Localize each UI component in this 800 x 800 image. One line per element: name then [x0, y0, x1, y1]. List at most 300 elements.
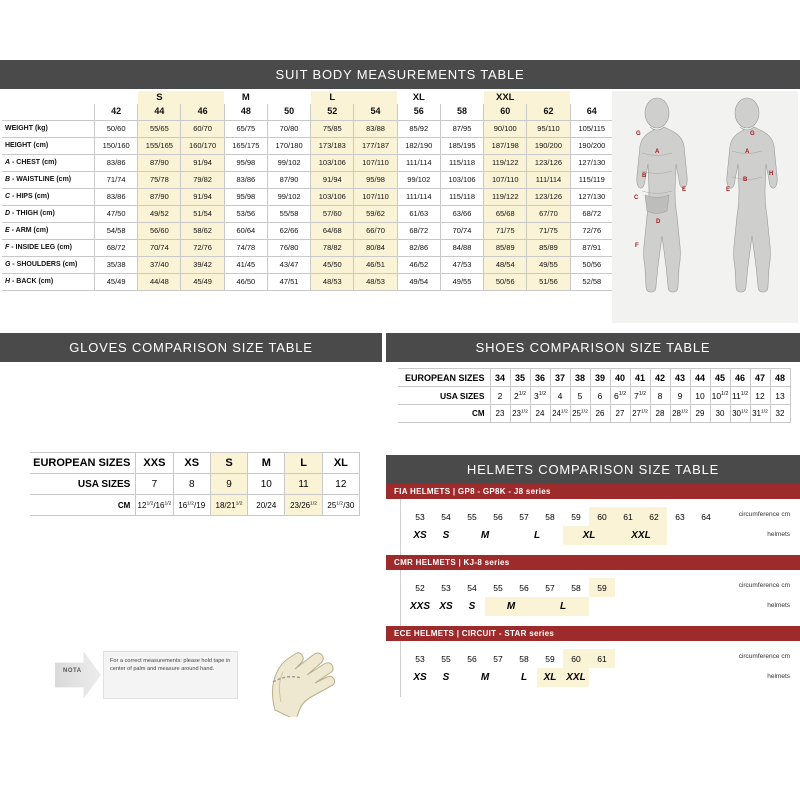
suit-cell: 91/94: [311, 172, 354, 189]
helmet-note-circumference: circumference cm: [738, 511, 790, 518]
table-row: [2, 206, 614, 223]
nota-label: NOTA: [63, 668, 82, 674]
suit-size-label: [95, 91, 138, 104]
helmet-circumference-cell: 61: [589, 649, 615, 668]
suit-cell: 127/130: [570, 189, 613, 206]
suit-cell: 71/75: [527, 223, 570, 240]
shoes-cell: $10^{1/2}$: [710, 387, 730, 405]
helmet-size-cell: M: [485, 597, 537, 616]
helmet-circumference-cell: 54: [441, 511, 451, 522]
shoes-row-label: USA SIZES: [398, 387, 490, 405]
helmet-note-circumference: circumference cm: [738, 653, 790, 660]
shoes-cell: 32: [770, 405, 790, 423]
helmet-circumference-cell: 53: [415, 511, 425, 522]
helmet-block-header: FIA HELMETS | GP8 - GP8K - J8 series: [386, 484, 800, 499]
shoes-cell: 39: [590, 369, 610, 387]
suit-size-number: 54: [354, 104, 397, 121]
suit-cell: 115/119: [570, 172, 613, 189]
helmet-circumference-cell: 54: [467, 582, 477, 593]
helmet-size-cell: XS: [413, 530, 427, 541]
helmet-size-row: [407, 526, 719, 545]
suit-cell: 46/51: [354, 257, 397, 274]
suit-cell: 115/118: [440, 155, 483, 172]
shoes-cell: $11^{1/2}$: [730, 387, 750, 405]
shoes-cell: 4: [550, 387, 570, 405]
suit-cell: 185/195: [440, 138, 483, 155]
suit-cell: 68/72: [570, 206, 613, 223]
suit-cell: 87/91: [570, 240, 613, 257]
suit-cell: 50/56: [570, 257, 613, 274]
suit-size-number: 48: [224, 104, 267, 121]
marker-a-front: A: [655, 149, 660, 155]
suit-cell: 43/47: [267, 257, 310, 274]
shoes-cell: 23: [490, 405, 510, 423]
marker-b-back: B: [743, 177, 748, 183]
shoes-cell: 36: [530, 369, 550, 387]
shoes-cell: 41: [630, 369, 650, 387]
suit-cell: 46/50: [224, 274, 267, 291]
helmet-size-cell: S: [468, 601, 476, 612]
suit-cell: 150/160: [95, 138, 138, 155]
helmet-circumference-cell: 53: [415, 653, 425, 664]
suit-cell: 55/65: [138, 121, 181, 138]
suit-cell: 47/51: [267, 274, 310, 291]
shoes-cell: $3^{1/2}$: [530, 387, 550, 405]
suit-cell: 85/89: [484, 240, 527, 257]
shoes-cell: 34: [490, 369, 510, 387]
gloves-cell: M: [248, 453, 285, 474]
gloves-cell: $25^{1/2}/30$: [322, 495, 359, 516]
helmet-note-helmets: helmets: [767, 602, 790, 609]
suit-cell: 70/74: [138, 240, 181, 257]
suit-cell: 49/52: [138, 206, 181, 223]
helmet-circumference-cell: 58: [545, 511, 555, 522]
suit-cell: 83/86: [224, 172, 267, 189]
suit-cell: 66/70: [354, 223, 397, 240]
helmet-circumference-cell: 56: [519, 582, 529, 593]
suit-cell: 41/45: [224, 257, 267, 274]
suit-cell: 59/62: [354, 206, 397, 223]
shoes-cell: 48: [770, 369, 790, 387]
suit-row-label: F - INSIDE LEG (cm): [2, 240, 95, 257]
suit-size-number: 64: [570, 104, 613, 121]
table-row: [2, 138, 614, 155]
helmet-note-circumference: circumference cm: [738, 582, 790, 589]
suit-size-label: M: [241, 92, 250, 104]
helmet-size-cell: L: [533, 530, 541, 541]
shoes-usa-row: [398, 387, 790, 405]
gloves-note: [55, 647, 245, 707]
helmet-block-header: ECE HELMETS | CIRCUIT - STAR series: [386, 626, 800, 641]
helmet-circumference-cell: 64: [701, 511, 711, 522]
suit-cell: 58/62: [181, 223, 224, 240]
suit-section: [0, 60, 800, 325]
suit-cell: 95/98: [224, 189, 267, 206]
suit-row-label: A - CHEST (cm): [2, 155, 95, 172]
helmet-circumference-cell: 59: [545, 653, 555, 664]
gloves-cell: $16^{1/2}/19$: [173, 495, 210, 516]
table-row: [2, 240, 614, 257]
table-row: [2, 223, 614, 240]
marker-g-back: G: [750, 131, 755, 137]
helmet-circumference-cell: 63: [675, 511, 685, 522]
suit-cell: 39/42: [181, 257, 224, 274]
shoes-section-title: SHOES COMPARISON SIZE TABLE: [386, 333, 800, 362]
suit-size-number: 58: [440, 104, 483, 121]
helmet-circumference-cell: 58: [519, 653, 529, 664]
marker-g-front: G: [636, 131, 641, 137]
shoes-cell: $23^{1/2}$: [510, 405, 530, 423]
suit-cell: 95/98: [354, 172, 397, 189]
shoes-cell: 44: [690, 369, 710, 387]
shoes-cell: 46: [730, 369, 750, 387]
mannequin-illustrations: [612, 91, 798, 323]
gloves-cell: $18/21^{1/2}$: [210, 495, 247, 516]
suit-cell: 155/165: [138, 138, 181, 155]
helmet-block-body: [400, 570, 800, 626]
suit-cell: 70/74: [440, 223, 483, 240]
shoes-cell: 27: [610, 405, 630, 423]
helmet-size-table: [407, 507, 719, 545]
helmet-size-cell: L: [537, 597, 589, 616]
suit-cell: 103/106: [311, 155, 354, 172]
suit-cell: 87/95: [440, 121, 483, 138]
gloves-eu-row: [30, 453, 360, 474]
suit-cell: 115/118: [440, 189, 483, 206]
suit-cell: 187/198: [484, 138, 527, 155]
shoes-cell: 26: [590, 405, 610, 423]
helmet-size-cell: XS: [439, 601, 453, 612]
suit-cell: 173/183: [311, 138, 354, 155]
helmet-circumference-row: [407, 578, 615, 597]
suit-cell: 68/72: [397, 223, 440, 240]
suit-cell: 64/68: [311, 223, 354, 240]
suit-cell: 80/84: [354, 240, 397, 257]
helmet-circumference-cell: 61: [615, 507, 641, 526]
suit-cell: 54/58: [95, 223, 138, 240]
hand-measurement-illustration: [255, 632, 355, 717]
suit-cell: 48/53: [354, 274, 397, 291]
suit-cell: 190/200: [527, 138, 570, 155]
shoes-row-label: CM: [398, 405, 490, 423]
suit-cell: 56/60: [138, 223, 181, 240]
suit-cell: 45/50: [311, 257, 354, 274]
suit-cell: 50/56: [484, 274, 527, 291]
suit-size-number: 42: [95, 104, 138, 121]
suit-cell: 51/56: [527, 274, 570, 291]
suit-size-number: 44: [138, 104, 181, 121]
helmet-circumference-cell: 59: [589, 578, 615, 597]
helmet-circumference-cell: 62: [641, 507, 667, 526]
shoes-cell: 43: [670, 369, 690, 387]
suit-measurements-table: [2, 91, 614, 291]
suit-cell: 170/180: [267, 138, 310, 155]
suit-row-label: D - THIGH (cm): [2, 206, 95, 223]
suit-cell: 37/40: [138, 257, 181, 274]
gloves-cell: 20/24: [248, 495, 285, 516]
suit-cell: 165/175: [224, 138, 267, 155]
helmet-circumference-cell: 56: [467, 653, 477, 664]
helmet-circumference-cell: 52: [415, 582, 425, 593]
helmet-circumference-cell: 55: [441, 653, 451, 664]
shoes-cell: 9: [670, 387, 690, 405]
suit-size-number: 46: [181, 104, 224, 121]
shoes-eu-row: [398, 369, 790, 387]
helmet-circumference-cell: 58: [571, 582, 581, 593]
shoes-cell: 42: [650, 369, 670, 387]
gloves-usa-row: [30, 474, 360, 495]
shoes-cell: 45: [710, 369, 730, 387]
shoes-cell: $31^{1/2}$: [750, 405, 770, 423]
mannequin-svg: [612, 91, 798, 323]
helmet-circumference-cell: 59: [571, 511, 581, 522]
suit-cell: 119/122: [484, 155, 527, 172]
suit-cell: 75/78: [138, 172, 181, 189]
gloves-cell: XL: [322, 453, 359, 474]
suit-size-label: [570, 91, 613, 104]
table-row: [2, 155, 614, 172]
suit-cell: 87/90: [267, 172, 310, 189]
helmet-size-cell: XL: [563, 526, 615, 545]
shoes-cell: 8: [650, 387, 670, 405]
suit-cell: 99/102: [267, 189, 310, 206]
shoes-cell: $30^{1/2}$: [730, 405, 750, 423]
suit-cell: 72/76: [570, 223, 613, 240]
helmet-size-cell: S: [442, 672, 450, 683]
suit-cell: 47/50: [95, 206, 138, 223]
helmet-circumference-cell: 60: [563, 649, 589, 668]
table-row: [2, 172, 614, 189]
helmets-section-title: HELMETS COMPARISON SIZE TABLE: [386, 455, 800, 484]
suit-size-label: XXL: [484, 91, 527, 104]
suit-cell: 123/126: [527, 155, 570, 172]
suit-cell: 99/102: [397, 172, 440, 189]
table-row: [2, 121, 614, 138]
helmet-size-cell: XXS: [409, 601, 430, 612]
helmet-circumference-cell: 55: [493, 582, 503, 593]
marker-b-front: B: [642, 173, 647, 179]
suit-cell: 87/90: [138, 189, 181, 206]
suit-cell: 49/55: [440, 274, 483, 291]
note-arrow-shape: [55, 647, 101, 703]
gloves-row-label: EUROPEAN SIZES: [30, 453, 136, 474]
shoes-cell: 29: [690, 405, 710, 423]
suit-cell: 75/85: [311, 121, 354, 138]
suit-size-label-row: [2, 91, 614, 104]
suit-cell: 87/90: [138, 155, 181, 172]
suit-cell: 91/94: [181, 189, 224, 206]
suit-size-label: XL: [412, 92, 425, 104]
helmet-block: [386, 484, 800, 555]
suit-cell: 44/48: [138, 274, 181, 291]
helmet-size-cell: XL: [537, 668, 563, 687]
suit-cell: 103/106: [440, 172, 483, 189]
suit-cell: 119/122: [484, 189, 527, 206]
gloves-cm-row: [30, 495, 360, 516]
suit-cell: 123/126: [527, 189, 570, 206]
suit-size-number-row: [2, 104, 614, 121]
suit-row-label: E - ARM (cm): [2, 223, 95, 240]
suit-cell: 85/92: [397, 121, 440, 138]
suit-cell: 111/114: [397, 189, 440, 206]
helmet-size-cell: L: [520, 672, 528, 683]
shoes-cm-row: [398, 405, 790, 423]
suit-cell: 76/80: [267, 240, 310, 257]
marker-e-back: E: [726, 187, 731, 193]
suit-cell: 46/52: [397, 257, 440, 274]
suit-cell: 107/110: [354, 155, 397, 172]
gloves-size-table: [30, 452, 360, 516]
gloves-cell: 12: [322, 474, 359, 495]
gloves-cell: $23/26^{1/2}$: [285, 495, 322, 516]
marker-c-front: C: [634, 195, 639, 201]
shoes-cell: 28: [650, 405, 670, 423]
suit-section-title: SUIT BODY MEASUREMENTS TABLE: [0, 60, 800, 89]
helmet-size-table: [407, 649, 615, 687]
suit-cell: 47/53: [440, 257, 483, 274]
helmet-circumference-row: [407, 649, 615, 668]
gloves-row-label: CM: [30, 495, 136, 516]
helmet-note-helmets: helmets: [767, 531, 790, 538]
shoes-cell: $25^{1/2}$: [570, 405, 590, 423]
suit-cell: 182/190: [397, 138, 440, 155]
suit-cell: 105/115: [570, 121, 613, 138]
suit-section-body: [0, 91, 800, 323]
suit-cell: 79/82: [181, 172, 224, 189]
suit-row-label: G - SHOULDERS (cm): [2, 257, 95, 274]
suit-cell: 48/54: [484, 257, 527, 274]
table-row: [2, 189, 614, 206]
suit-cell: 70/80: [267, 121, 310, 138]
helmet-size-cell: XS: [413, 672, 427, 683]
helmet-block-body: [400, 641, 800, 697]
suit-cell: 60/64: [224, 223, 267, 240]
suit-cell: 51/54: [181, 206, 224, 223]
suit-cell: 103/106: [311, 189, 354, 206]
suit-cell: 107/110: [484, 172, 527, 189]
shoes-cell: 13: [770, 387, 790, 405]
table-row: [2, 257, 614, 274]
suit-cell: 60/70: [181, 121, 224, 138]
gloves-cell: 9: [210, 474, 247, 495]
helmet-circumference-cell: 57: [519, 511, 529, 522]
shoes-cell: 47: [750, 369, 770, 387]
shoes-cell: 6: [590, 387, 610, 405]
suit-cell: 52/58: [570, 274, 613, 291]
suit-size-number: 52: [311, 104, 354, 121]
suit-size-label: L: [311, 91, 354, 104]
gloves-cell: XXS: [136, 453, 173, 474]
shoes-cell: $7^{1/2}$: [630, 387, 650, 405]
suit-cell: 82/86: [397, 240, 440, 257]
suit-cell: 53/56: [224, 206, 267, 223]
marker-d-front: D: [656, 219, 661, 225]
shoes-cell: $27^{1/2}$: [630, 405, 650, 423]
suit-cell: 49/54: [397, 274, 440, 291]
suit-cell: 61/63: [397, 206, 440, 223]
suit-cell: 91/94: [181, 155, 224, 172]
gloves-cell: S: [210, 453, 247, 474]
shoes-cell: 12: [750, 387, 770, 405]
helmet-blocks: [386, 484, 800, 697]
suit-size-label: S: [138, 91, 181, 104]
helmet-block: [386, 626, 800, 697]
suit-cell: 65/75: [224, 121, 267, 138]
suit-cell: 74/78: [224, 240, 267, 257]
gloves-section: [0, 333, 382, 674]
suit-cell: 107/110: [354, 189, 397, 206]
suit-cell: 55/58: [267, 206, 310, 223]
gloves-section-body: [0, 452, 382, 720]
helmet-circumference-cell: 60: [589, 507, 615, 526]
suit-cell: 111/114: [397, 155, 440, 172]
helmet-size-cell: XXL: [615, 526, 667, 545]
suit-cell: 127/130: [570, 155, 613, 172]
suit-cell: 67/70: [527, 206, 570, 223]
helmet-circumference-cell: 53: [441, 582, 451, 593]
shoes-cell: 2: [490, 387, 510, 405]
gloves-cell: $12^{1/2}/16^{1/2}$: [136, 495, 173, 516]
shoes-cell: $2^{1/2}$: [510, 387, 530, 405]
suit-cell: 49/55: [527, 257, 570, 274]
suit-cell: 95/98: [224, 155, 267, 172]
helmet-circumference-row: [407, 507, 719, 526]
helmet-circumference-cell: 55: [467, 511, 477, 522]
suit-cell: 63/66: [440, 206, 483, 223]
suit-size-number: 50: [267, 104, 310, 121]
gloves-cell: 7: [136, 474, 173, 495]
gloves-cell: 8: [173, 474, 210, 495]
helmet-circumference-cell: 56: [493, 511, 503, 522]
suit-size-label: [354, 91, 397, 104]
suit-cell: 99/102: [267, 155, 310, 172]
suit-cell: 62/66: [267, 223, 310, 240]
suit-cell: 68/72: [95, 240, 138, 257]
suit-cell: 45/49: [95, 274, 138, 291]
shoes-row-label: EUROPEAN SIZES: [398, 369, 490, 387]
shoes-cell: $6^{1/2}$: [610, 387, 630, 405]
suit-cell: 71/75: [484, 223, 527, 240]
suit-cell: 72/76: [181, 240, 224, 257]
helmet-circumference-cell: 57: [493, 653, 503, 664]
helmet-circumference-cell: 57: [545, 582, 555, 593]
suit-cell: 35/38: [95, 257, 138, 274]
table-row: [2, 274, 614, 291]
helmet-block-header: CMR HELMETS | KJ-8 series: [386, 555, 800, 570]
suit-cell: 71/74: [95, 172, 138, 189]
helmet-note-helmets: helmets: [767, 673, 790, 680]
suit-row-label: HEIGHT (cm): [2, 138, 95, 155]
suit-size-label: [267, 91, 310, 104]
helmet-size-row: [407, 668, 615, 687]
gloves-cell: 10: [248, 474, 285, 495]
suit-cell: 78/82: [311, 240, 354, 257]
suit-size-label: [440, 91, 483, 104]
suit-cell: 111/114: [527, 172, 570, 189]
suit-size-label: [527, 91, 570, 104]
suit-cell: 48/53: [311, 274, 354, 291]
helmet-size-cell: XXL: [563, 668, 589, 687]
gloves-cell: L: [285, 453, 322, 474]
marker-a-back: A: [745, 149, 750, 155]
suit-cell: 90/100: [484, 121, 527, 138]
suit-cell: 83/88: [354, 121, 397, 138]
shoes-cell: 37: [550, 369, 570, 387]
suit-cell: 160/170: [181, 138, 224, 155]
shoes-cell: $28^{1/2}$: [670, 405, 690, 423]
suit-cell: 177/187: [354, 138, 397, 155]
gloves-cell: XS: [173, 453, 210, 474]
